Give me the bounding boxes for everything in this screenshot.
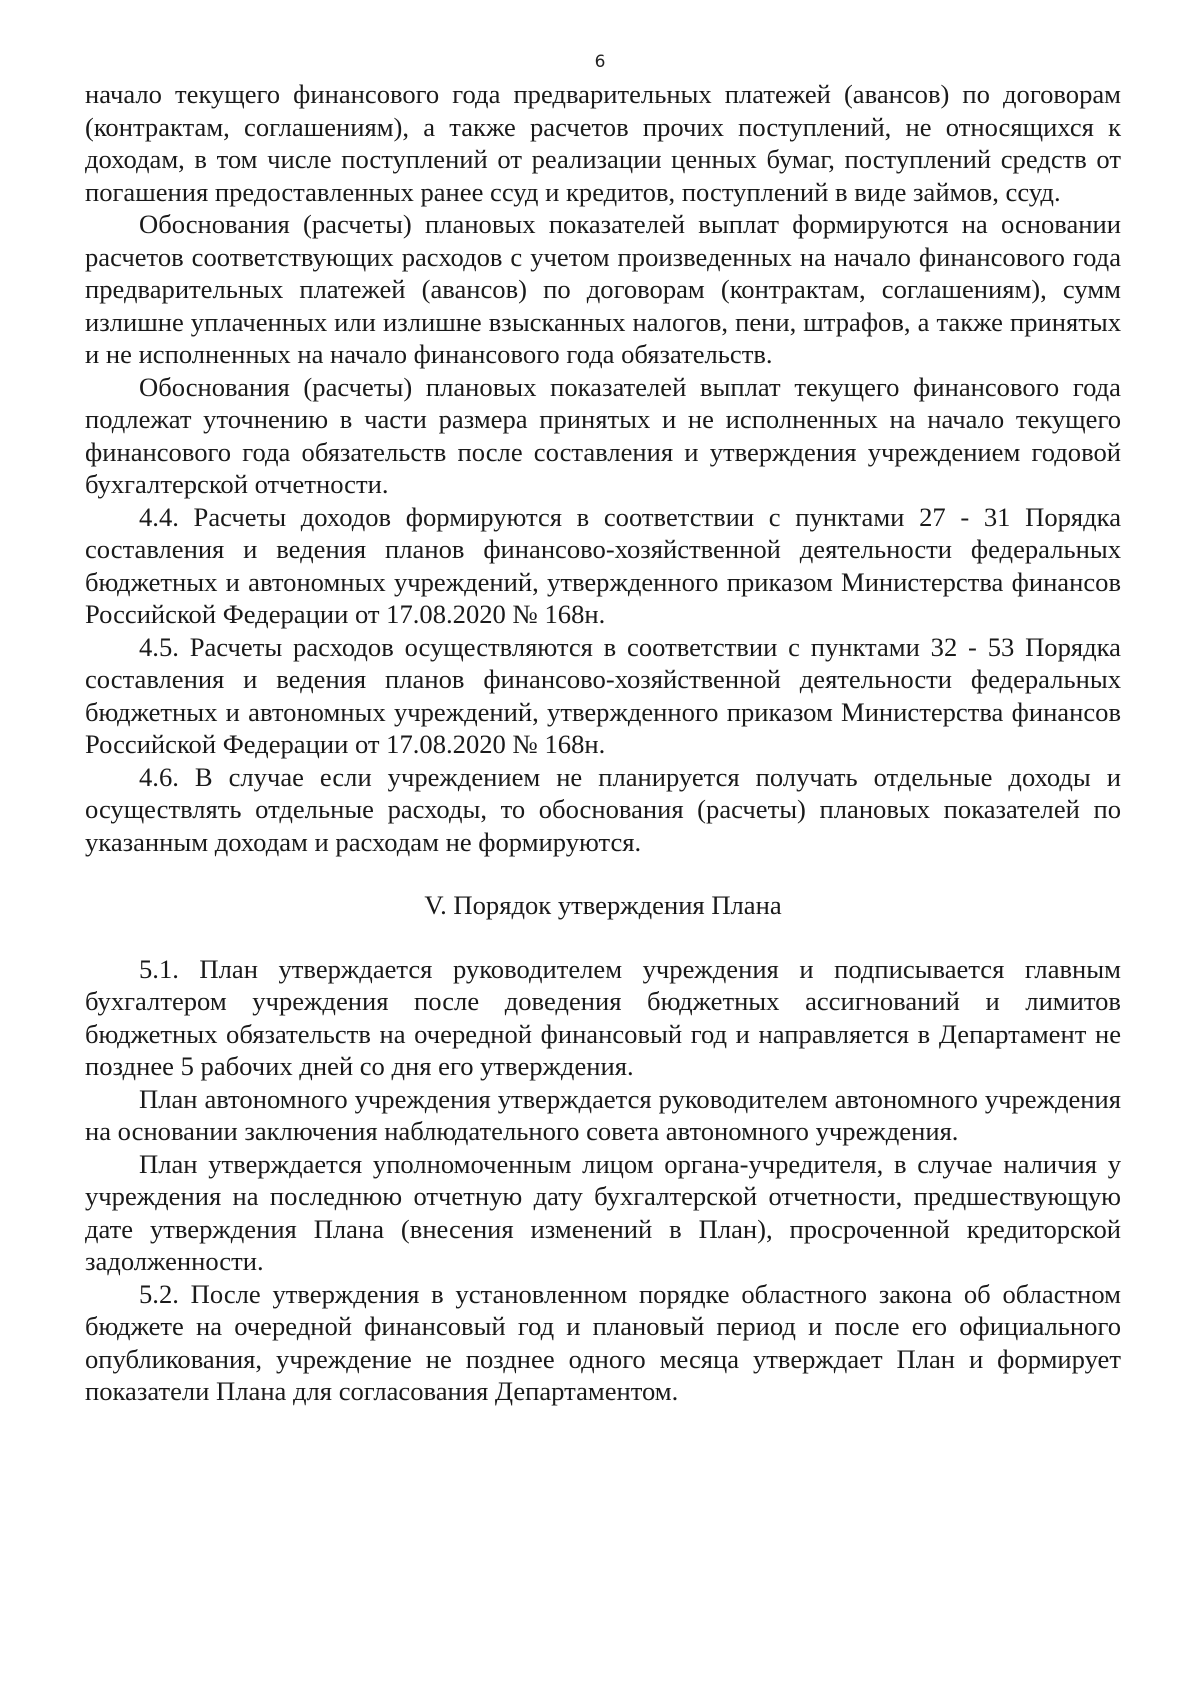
paragraph-payments-justification: Обоснования (расчеты) плановых показателей выплат формируются на основании расчетов соответствующих расходов с учетом произведенных на начало финансового года предварительных платежей (авансов) по договорам (контрактам, соглашениям), сумм излишне уплаченных или излишне взысканных налогов, пени, штрафов, а также принятых и не исполненных на начало финансового года обязательств.	[85, 209, 1121, 369]
document-body	[85, 78, 1121, 1408]
paragraph-continuation: начало текущего финансового года предварительных платежей (авансов) по договорам (контрактам, соглашениям), а также расчетов прочих поступлений, не относящихся к доходам, в том числе поступлений от реализации ценных бумаг, поступлений средств от погашения предоставленных ранее ссуд и кредитов, поступлений в виде займов, ссуд.	[85, 79, 1121, 207]
paragraph-founder-approval: План утверждается уполномоченным лицом органа-учредителя, в случае наличия у учреждения на последнюю отчетную дату бухгалтерской отчетности, предшествующую дате утверждения Плана (внесения изменений в План), просроченной кредиторской задолженности.	[85, 1148, 1121, 1276]
page-number: 6	[594, 52, 606, 72]
paragraph-5-2: 5.2. После утверждения в установленном порядке областного закона об областном бюджете на очередной финансовый год и плановый период и после его официального опубликования, учреждение не позднее одного месяца утверждает План и формирует показатели Плана для согласования Департаментом.	[85, 1278, 1121, 1406]
paragraph-5-1: 5.1. План утверждается руководителем учреждения и подписывается главным бухгалтером учреждения после доведения бюджетных ассигнований и лимитов бюджетных обязательств на очередной финансовый год и направляется в Департамент не позднее 5 рабочих дней со дня его утверждения.	[85, 953, 1121, 1081]
paragraph-4-5: 4.5. Расчеты расходов осуществляются в соответствии с пунктами 32 - 53 Порядка составления и ведения планов финансово-хозяйственной деятельности федеральных бюджетных и автономных учреждений, утвержденного приказом Министерства финансов Российской Федерации от 17.08.2020 № 168н.	[85, 631, 1121, 759]
paragraph-4-6: 4.6. В случае если учреждением не планируется получать отдельные доходы и осуществлять отдельные расходы, то обоснования (расчеты) плановых показателей по указанным доходам и расходам не формируются.	[85, 761, 1121, 857]
paragraph-autonomous-plan: План автономного учреждения утверждается руководителем автономного учреждения на основании заключения наблюдательного совета автономного учреждения.	[85, 1083, 1121, 1146]
paragraph-payments-clarification: Обоснования (расчеты) плановых показателей выплат текущего финансового года подлежат уточнению в части размера принятых и не исполненных на начало текущего финансового года обязательств после составления и утверждения учреждением годовой бухгалтерской отчетности.	[85, 371, 1121, 499]
paragraph-4-4: 4.4. Расчеты доходов формируются в соответствии с пунктами 27 - 31 Порядка составления и ведения планов финансово-хозяйственной деятельности федеральных бюджетных и автономных учреждений, утвержденного приказом Министерства финансов Российской Федерации от 17.08.2020 № 168н.	[85, 501, 1121, 629]
section-heading-v: V. Порядок утверждения Плана	[424, 890, 782, 920]
